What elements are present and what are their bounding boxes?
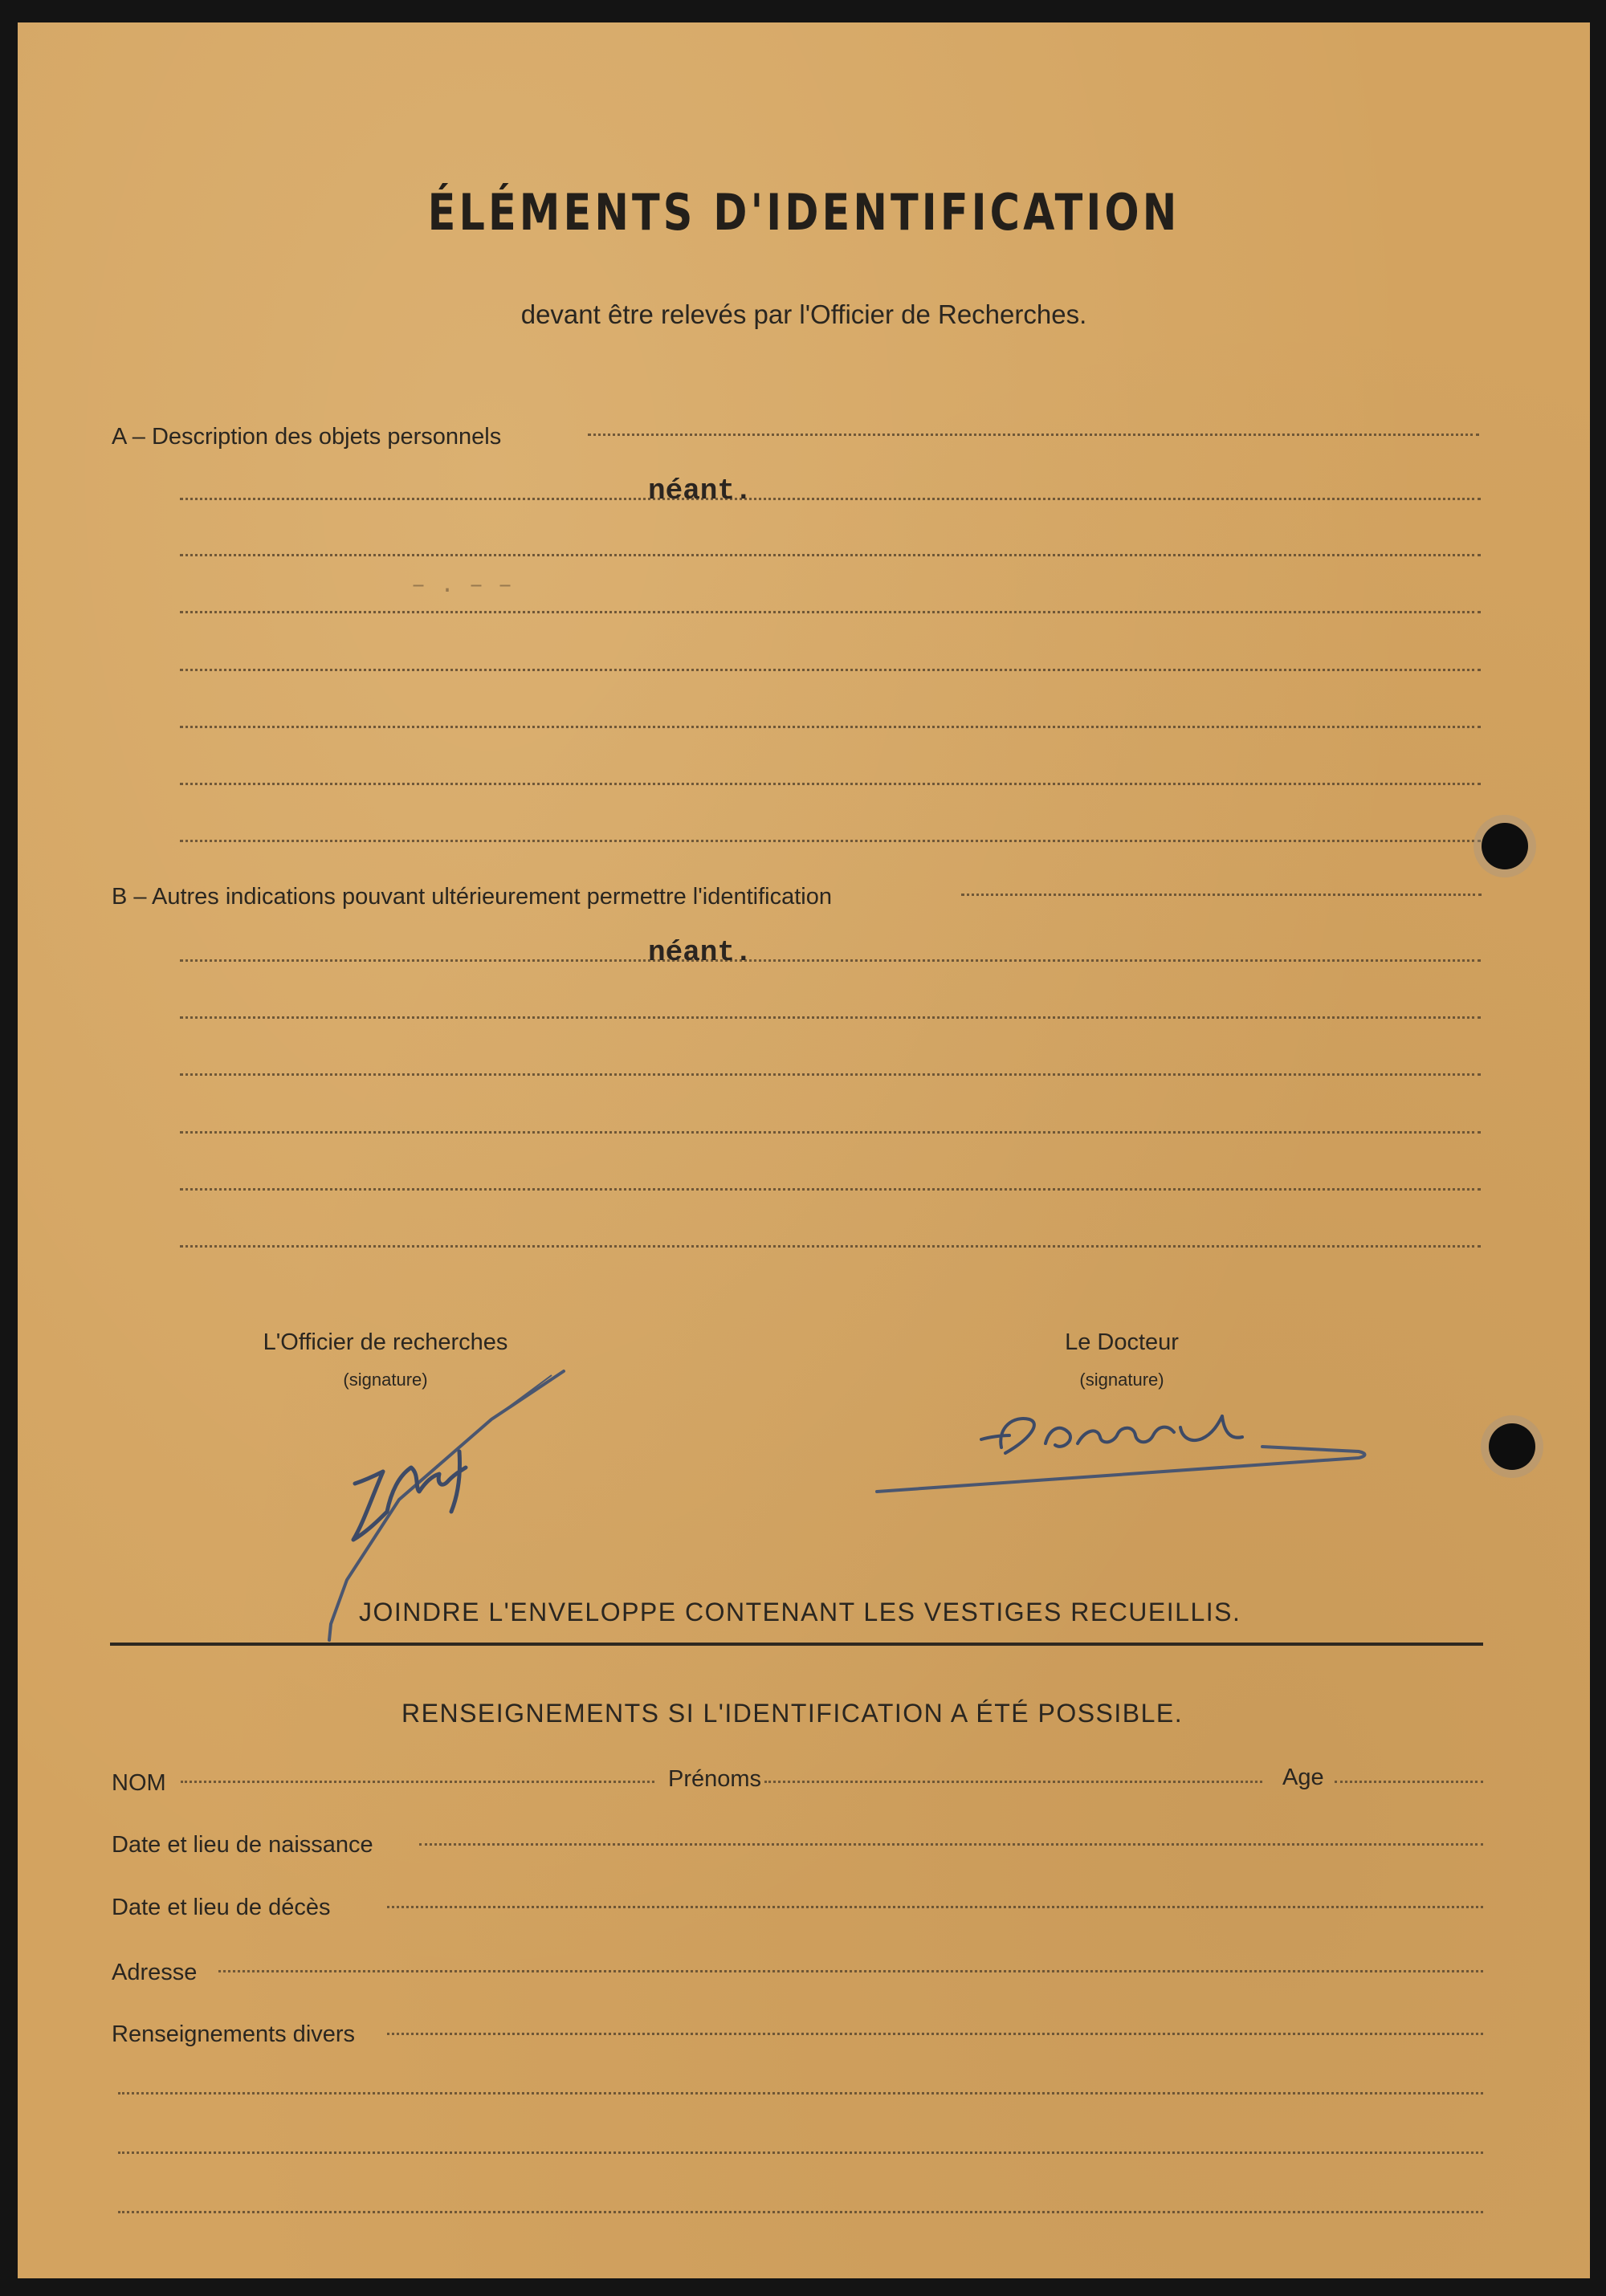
punch-hole-top <box>1482 823 1528 869</box>
deces-field-line[interactable] <box>387 1906 1483 1908</box>
section-a-line-5 <box>180 669 1481 671</box>
nom-field-line[interactable] <box>181 1781 654 1783</box>
form-subtitle: devant être relevés par l'Officier de Recherches. <box>520 299 1087 329</box>
divers-field-line-2[interactable] <box>118 2092 1483 2094</box>
section-a-line-1 <box>588 434 1479 436</box>
doctor-signature-sublabel: (signature) <box>1079 1370 1164 1390</box>
prenoms-label: Prénoms <box>668 1766 762 1792</box>
section-b-line-1 <box>961 894 1482 896</box>
identification-heading: RENSEIGNEMENTS SI L'IDENTIFICATION A ÉTÉ POSSIBLE. <box>402 1699 1184 1728</box>
deces-label: Date et lieu de décès <box>112 1895 331 1920</box>
section-b-typed-value: néant. <box>648 936 752 969</box>
doctor-signature <box>845 1379 1407 1508</box>
section-a-typed-value: néant. <box>648 474 752 507</box>
section-b-line-6 <box>180 1188 1481 1191</box>
section-a-line-3 <box>180 554 1481 556</box>
section-a-line-6 <box>180 726 1481 728</box>
section-a-line-4 <box>180 611 1481 613</box>
divers-field-line-4[interactable] <box>118 2211 1483 2213</box>
section-b-line-4 <box>180 1073 1481 1076</box>
section-divider <box>110 1643 1483 1646</box>
section-a-line-2 <box>180 498 1481 500</box>
age-field-line[interactable] <box>1335 1781 1483 1783</box>
section-a-label: A – Description des objets personnels <box>112 424 502 450</box>
section-a-faint-mark: – . – – <box>411 572 513 600</box>
naissance-label: Date et lieu de naissance <box>112 1832 373 1858</box>
section-b-label: B – Autres indications pouvant ultérieurement permettre l'identification <box>112 884 832 910</box>
officer-signature-sublabel: (signature) <box>343 1370 428 1390</box>
age-label: Age <box>1282 1765 1324 1790</box>
section-b-line-7 <box>180 1245 1481 1248</box>
adresse-field-line[interactable] <box>218 1970 1483 1972</box>
form-sheet <box>18 22 1590 2278</box>
form-title: ÉLÉMENTS D'IDENTIFICATION <box>427 183 1180 242</box>
officer-signature-label: L'Officier de recherches <box>263 1329 508 1355</box>
section-b-line-5 <box>180 1131 1481 1134</box>
divers-field-line-3[interactable] <box>118 2151 1483 2154</box>
punch-hole-bottom <box>1489 1423 1535 1470</box>
prenoms-field-line[interactable] <box>764 1781 1262 1783</box>
divers-label: Renseignements divers <box>112 2021 356 2047</box>
section-a-line-8 <box>180 840 1481 842</box>
nom-label: NOM <box>112 1770 166 1796</box>
naissance-field-line[interactable] <box>419 1843 1483 1846</box>
adresse-label: Adresse <box>112 1960 198 1985</box>
section-b-line-3 <box>180 1016 1481 1019</box>
section-b-line-2 <box>180 959 1481 962</box>
doctor-signature-label: Le Docteur <box>1065 1329 1179 1355</box>
envelope-instruction: JOINDRE L'ENVELOPPE CONTENANT LES VESTIGES RECUEILLIS. <box>359 1598 1241 1626</box>
section-a-line-7 <box>180 783 1481 785</box>
divers-field-line-1[interactable] <box>387 2033 1483 2035</box>
